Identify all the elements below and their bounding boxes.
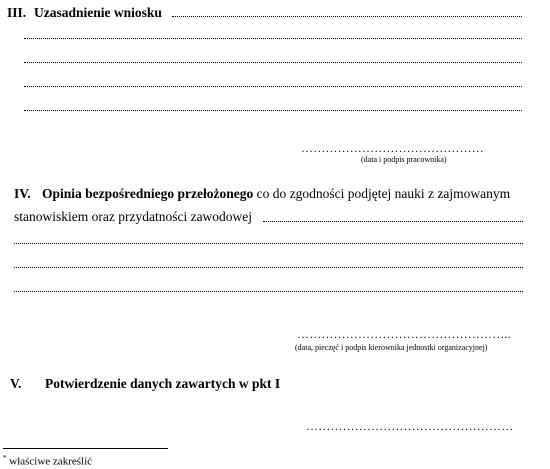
section-4-answer-line-4[interactable] — [14, 291, 523, 292]
section-5-number: V. — [10, 376, 22, 391]
section-3-title: Uzasadnienie wniosku — [34, 5, 162, 20]
section-4-line-2: stanowiskiem oraz przydatności zawodowej — [14, 209, 253, 224]
section-4-answer-line-3[interactable] — [14, 267, 523, 268]
section-3-answer-line-5[interactable] — [24, 110, 522, 111]
section-4-answer-line-2[interactable] — [14, 243, 523, 244]
section-4-number: IV. — [14, 186, 31, 201]
section-4-signature-caption: (data, pieczęć i podpis kierownika jednostki organizacyjnej) — [295, 343, 488, 352]
section-3-signature-line[interactable]: ……………………………………… — [301, 141, 484, 155]
section-4-heading — [14, 186, 510, 202]
section-3-number: III. — [7, 5, 27, 20]
section-3-answer-line-4[interactable] — [24, 86, 522, 87]
section-3-answer-line-1[interactable] — [172, 16, 522, 17]
section-5-title: Potwierdzenie danych zawartych w pkt I — [45, 376, 281, 391]
section-3-signature-caption: (data i podpis pracownika) — [361, 155, 447, 164]
footnote-marker: * — [3, 454, 7, 462]
footnote — [3, 454, 92, 468]
footnote-rule — [3, 448, 168, 449]
section-5-signature-line[interactable]: …………………………………………… — [306, 419, 514, 433]
footnote-text: właściwe zakreślić — [6, 455, 93, 468]
section-4-signature-line[interactable]: …………………………………………….. — [297, 327, 511, 341]
section-4-answer-line-1[interactable] — [263, 221, 523, 222]
section-4-title-rest: co do zgodności podjętej nauki z zajmowanym — [253, 186, 511, 201]
section-4-title-bold: Opinia bezpośredniego przełożonego — [42, 186, 254, 201]
section-3-answer-line-3[interactable] — [24, 62, 522, 63]
section-3-answer-line-2[interactable] — [24, 38, 522, 39]
